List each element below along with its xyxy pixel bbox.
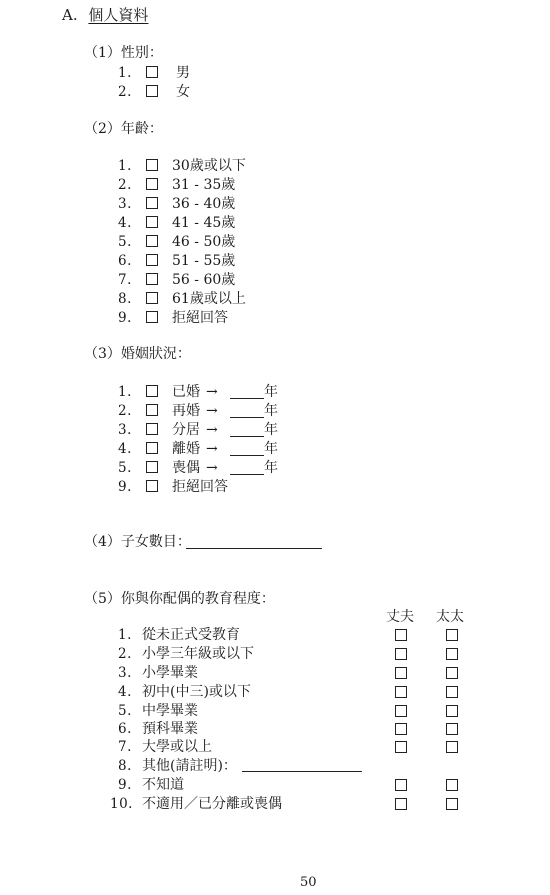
year-label: 年 xyxy=(264,422,278,438)
column-header-wife: 太太 xyxy=(436,609,464,625)
option-label: 56 - 60歲 xyxy=(172,272,236,288)
option-number: 2. xyxy=(118,177,132,193)
checkbox-edu-husband-10[interactable] xyxy=(395,798,407,810)
question-education-label: （5）你與你配偶的教育程度： xyxy=(84,591,275,607)
section-title: 個人資料 xyxy=(88,6,149,24)
section-letter: A. xyxy=(62,6,78,24)
option-label: 小學三年級或以下 xyxy=(142,646,254,662)
option-label: 61歲或以上 xyxy=(172,291,246,307)
arrow-icon: → xyxy=(206,422,218,438)
option-label: 預科畢業 xyxy=(142,721,198,737)
option-number: 2. xyxy=(118,403,132,419)
checkbox-edu-husband-9[interactable] xyxy=(395,779,407,791)
option-label: 離婚 xyxy=(172,441,200,457)
checkbox-marital-remarried[interactable] xyxy=(146,404,158,416)
option-label: 不知道 xyxy=(142,777,184,793)
checkbox-edu-wife-9[interactable] xyxy=(446,779,458,791)
option-label: 拒絕回答 xyxy=(172,310,228,326)
option-label: 其他(請註明)： xyxy=(142,758,237,774)
option-number: 6. xyxy=(118,253,132,269)
checkbox-edu-wife-7[interactable] xyxy=(446,741,458,753)
checkbox-edu-husband-7[interactable] xyxy=(395,741,407,753)
option-label: 36 - 40歲 xyxy=(172,196,236,212)
arrow-icon: → xyxy=(206,403,218,419)
checkbox-edu-wife-4[interactable] xyxy=(446,686,458,698)
option-number: 2. xyxy=(118,646,132,662)
year-label: 年 xyxy=(264,403,278,419)
option-number: 7. xyxy=(118,739,132,755)
option-number: 5. xyxy=(118,703,132,719)
option-label: 從未正式受教育 xyxy=(142,627,240,643)
option-number: 9. xyxy=(118,777,132,793)
option-label: 女 xyxy=(176,84,190,100)
checkbox-age-4[interactable] xyxy=(146,216,158,228)
children-count-blank[interactable] xyxy=(186,548,322,549)
checkbox-marital-separated[interactable] xyxy=(146,423,158,435)
arrow-icon: → xyxy=(206,460,218,476)
option-number: 4. xyxy=(118,441,132,457)
option-label: 拒絕回答 xyxy=(172,479,228,495)
checkbox-age-8[interactable] xyxy=(146,292,158,304)
checkbox-age-2[interactable] xyxy=(146,178,158,190)
checkbox-age-7[interactable] xyxy=(146,273,158,285)
option-label: 初中(中三)或以下 xyxy=(142,684,251,700)
year-blank-5[interactable] xyxy=(230,474,264,475)
option-label: 46 - 50歲 xyxy=(172,234,236,250)
option-label: 大學或以上 xyxy=(142,739,212,755)
option-number: 2. xyxy=(118,84,132,100)
checkbox-edu-husband-3[interactable] xyxy=(395,667,407,679)
option-number: 7. xyxy=(118,272,132,288)
year-label: 年 xyxy=(264,441,278,457)
checkbox-edu-wife-5[interactable] xyxy=(446,705,458,717)
option-label: 31 - 35歲 xyxy=(172,177,236,193)
year-blank-1[interactable] xyxy=(230,398,264,399)
question-marital-label: （3）婚姻狀況： xyxy=(84,346,191,362)
option-label: 30歲或以下 xyxy=(172,158,246,174)
option-label: 已婚 xyxy=(172,384,200,400)
checkbox-edu-wife-1[interactable] xyxy=(446,629,458,641)
option-label: 小學畢業 xyxy=(142,665,198,681)
year-blank-4[interactable] xyxy=(230,455,264,456)
option-number: 3. xyxy=(118,422,132,438)
checkbox-age-3[interactable] xyxy=(146,197,158,209)
arrow-icon: → xyxy=(206,384,218,400)
option-label: 喪偶 xyxy=(172,460,200,476)
checkbox-marital-refused[interactable] xyxy=(146,480,158,492)
option-label: 不適用／已分離或喪偶 xyxy=(142,796,282,812)
checkbox-age-1[interactable] xyxy=(146,159,158,171)
option-number: 6. xyxy=(118,721,132,737)
option-number: 8. xyxy=(118,291,132,307)
year-blank-2[interactable] xyxy=(230,417,264,418)
column-header-husband: 丈夫 xyxy=(386,609,414,625)
option-label: 男 xyxy=(176,65,190,81)
checkbox-marital-divorced[interactable] xyxy=(146,442,158,454)
option-number: 5. xyxy=(118,234,132,250)
option-number: 9. xyxy=(118,479,132,495)
checkbox-edu-husband-5[interactable] xyxy=(395,705,407,717)
question-gender-label: （1）性別： xyxy=(84,45,163,61)
question-children-label: （4）子女數目： xyxy=(84,534,191,550)
option-number: 4. xyxy=(118,684,132,700)
checkbox-age-5[interactable] xyxy=(146,235,158,247)
option-number: 3. xyxy=(118,196,132,212)
checkbox-marital-married[interactable] xyxy=(146,385,158,397)
section-heading xyxy=(62,6,148,24)
year-label: 年 xyxy=(264,384,278,400)
option-number: 9. xyxy=(118,310,132,326)
option-number: 1. xyxy=(118,627,132,643)
option-label: 再婚 xyxy=(172,403,200,419)
other-specify-blank[interactable] xyxy=(242,771,362,772)
year-blank-3[interactable] xyxy=(230,436,264,437)
option-label: 中學畢業 xyxy=(142,703,198,719)
question-age-label: （2）年齡： xyxy=(84,121,163,137)
option-number: 5. xyxy=(118,460,132,476)
checkbox-edu-husband-2[interactable] xyxy=(395,648,407,660)
checkbox-marital-widowed[interactable] xyxy=(146,461,158,473)
checkbox-age-9[interactable] xyxy=(146,311,158,323)
option-label: 51 - 55歲 xyxy=(172,253,236,269)
option-number: 1. xyxy=(118,65,132,81)
checkbox-edu-wife-3[interactable] xyxy=(446,667,458,679)
option-number: 3. xyxy=(118,665,132,681)
option-number: 10. xyxy=(110,796,133,812)
option-number: 1. xyxy=(118,384,132,400)
checkbox-gender-female[interactable] xyxy=(146,85,158,97)
option-number: 1. xyxy=(118,158,132,174)
checkbox-edu-wife-10[interactable] xyxy=(446,798,458,810)
checkbox-edu-husband-6[interactable] xyxy=(395,723,407,735)
checkbox-edu-wife-6[interactable] xyxy=(446,723,458,735)
option-label: 分居 xyxy=(172,422,200,438)
checkbox-edu-wife-2[interactable] xyxy=(446,648,458,660)
page-number: 50 xyxy=(300,875,317,890)
option-number: 8. xyxy=(118,758,132,774)
option-label: 41 - 45歲 xyxy=(172,215,236,231)
arrow-icon: → xyxy=(206,441,218,457)
checkbox-gender-male[interactable] xyxy=(146,66,158,78)
year-label: 年 xyxy=(264,460,278,476)
checkbox-age-6[interactable] xyxy=(146,254,158,266)
checkbox-edu-husband-1[interactable] xyxy=(395,629,407,641)
option-number: 4. xyxy=(118,215,132,231)
checkbox-edu-husband-4[interactable] xyxy=(395,686,407,698)
